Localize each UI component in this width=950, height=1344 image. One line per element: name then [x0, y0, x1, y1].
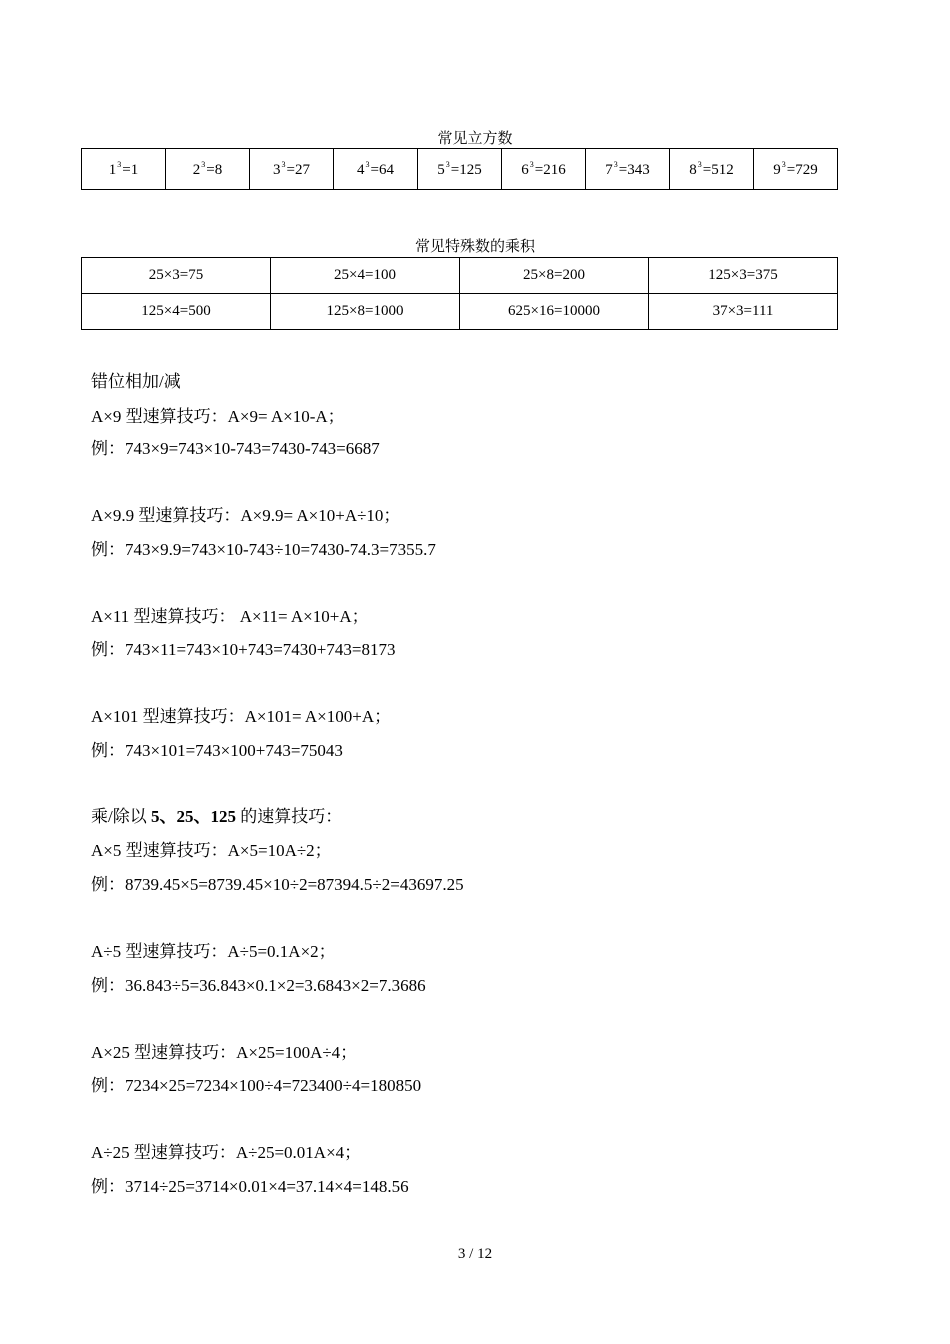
example-x25: 例：7234×25=7234×100÷4=723400÷4=180850 — [91, 1076, 422, 1095]
heading-numbers: 5、25、125 — [150, 807, 236, 826]
table-row — [82, 258, 838, 294]
product-table-caption: 常见特殊数的乘积 — [414, 239, 535, 255]
cube-table — [81, 148, 838, 190]
rule-div25: A÷25 型速算技巧：A÷25=0.01A×4； — [91, 1143, 362, 1162]
rule-x9-9: A×9.9 型速算技巧：A×9.9= A×10+A÷10； — [91, 506, 401, 525]
cube-cell: $4^3=64$ — [334, 149, 418, 190]
page-number: 3 / 12 — [457, 1246, 493, 1262]
product-table — [81, 257, 838, 330]
example-x11: 例：743×11=743×10+743=7430+743=8173 — [91, 640, 396, 659]
example-x9: 例：743×9=743×10-743=7430-743=6687 — [91, 439, 380, 458]
rule-x101: A×101 型速算技巧：A×101= A×100+A； — [91, 707, 392, 726]
rule-x9: A×9 型速算技巧：A×9= A×10-A； — [91, 407, 345, 426]
heading-text: 乘/除以 — [91, 807, 151, 826]
example-x9-9: 例：743×9.9=743×10-743÷10=7430-74.3=7355.7 — [91, 540, 436, 559]
product-cell: 25×3=75 — [82, 258, 271, 294]
example-x101: 例：743×101=743×100+743=75043 — [91, 741, 343, 760]
rule-div5: A÷5 型速算技巧：A÷5=0.1A×2； — [91, 942, 336, 961]
heading-text: 的速算技巧： — [235, 807, 343, 826]
cube-cell: $2^3=8$ — [166, 149, 250, 190]
rule-x5: A×5 型速算技巧：A×5=10A÷2； — [91, 841, 332, 860]
product-cell: 125×3=375 — [649, 258, 838, 294]
example-div5: 例：36.843÷5=36.843×0.1×2=3.6843×2=7.3686 — [91, 976, 426, 995]
cube-cell: $1^3=1$ — [82, 149, 166, 190]
product-cell: 125×4=500 — [82, 294, 271, 330]
product-cell: 625×16=10000 — [460, 294, 649, 330]
product-cell: 125×8=1000 — [271, 294, 460, 330]
cube-cell: $5^3=125$ — [418, 149, 502, 190]
table-row — [82, 149, 838, 190]
section-heading-muldiv — [91, 807, 342, 827]
rule-x11: A×11 型速算技巧： A×11= A×10+A； — [91, 607, 369, 626]
rule-x25: A×25 型速算技巧：A×25=100A÷4； — [91, 1043, 358, 1062]
example-div25: 例：3714÷25=3714×0.01×4=37.14×4=148.56 — [91, 1177, 409, 1196]
product-cell: 25×8=200 — [460, 258, 649, 294]
product-cell: 25×4=100 — [271, 258, 460, 294]
cube-table-caption: 常见立方数 — [437, 131, 513, 147]
product-cell: 37×3=111 — [649, 294, 838, 330]
cube-cell: $9^3=729$ — [754, 149, 838, 190]
example-x5: 例：8739.45×5=8739.45×10÷2=87394.5÷2=43697.25 — [91, 875, 464, 894]
cube-cell: $8^3=512$ — [670, 149, 754, 190]
cube-cell: $7^3=343$ — [586, 149, 670, 190]
cube-cell: $6^3=216$ — [502, 149, 586, 190]
section-heading-misplace: 错位相加/减 — [91, 372, 181, 391]
cube-cell: $3^3=27$ — [250, 149, 334, 190]
table-row — [82, 294, 838, 330]
